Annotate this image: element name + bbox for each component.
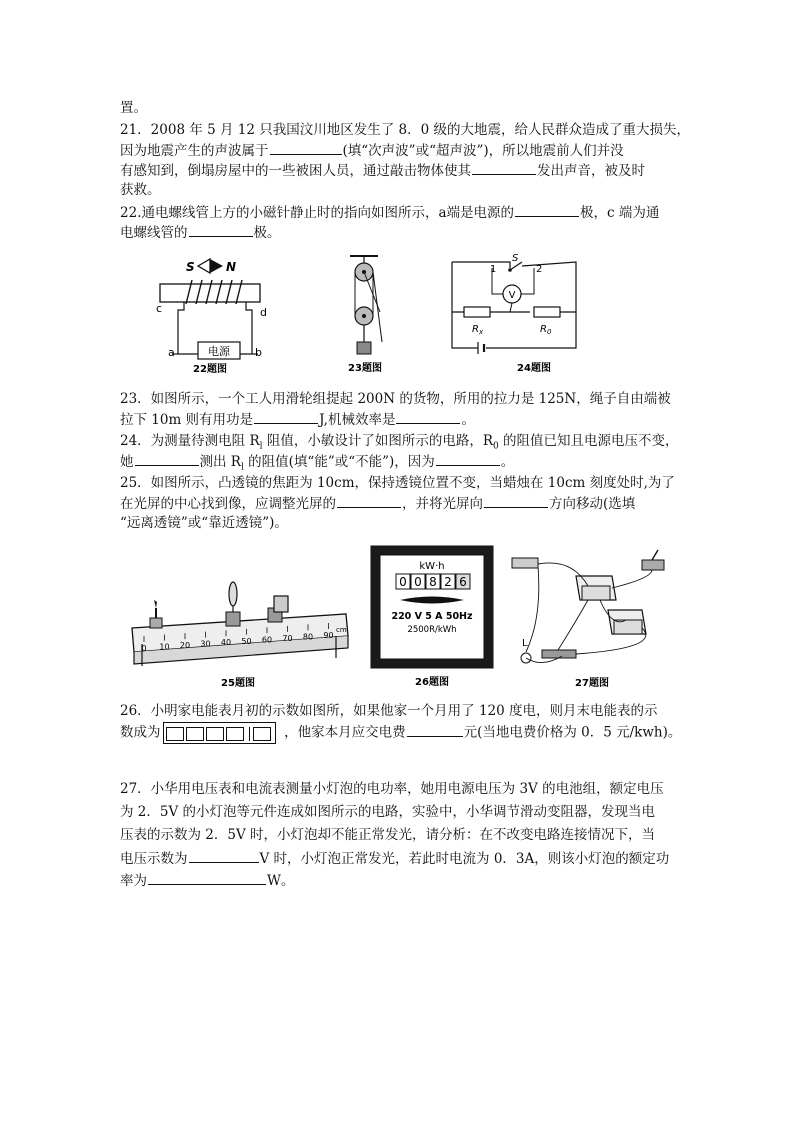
d-label: d [260,306,267,319]
meter-unit: kW·h [419,561,445,572]
r0-label: $R_0$ [540,324,552,336]
terminal-2-label: 2 [536,264,543,275]
figure-26-caption: 26题图 [415,677,449,688]
q21-line-4: 获救。 [120,182,161,198]
voltmeter-label: V [508,290,516,301]
figure-22-caption: 22题图 [193,364,227,375]
answer-blank [515,203,579,217]
answer-blank [254,410,318,424]
compass-n-label: N [226,260,237,274]
answer-blank [337,494,401,508]
b-label: b [255,346,262,359]
figure-22 [148,252,278,377]
q25-line-2: 在光屏的中心找到像，应调整光屏的 ，并将光屏向 方向移动(选填 [120,496,636,512]
compass-s-label: S [186,260,195,274]
answer-blank [135,452,199,466]
answer-blank [148,871,266,885]
figure-23-caption: 23题图 [348,363,382,374]
ruler-unit: cm [336,626,347,634]
q23-line-1: 23．如图所示，一个工人用滑轮组提起 200N 的货物，所用的拉力是 125N，绳子自由端被 [120,391,671,407]
ruler-tick-label: 20 [179,641,191,651]
figure-27-caption: 27题图 [575,678,609,689]
ruler-tick-label: 40 [220,638,232,648]
q25-line-1: 25．如图所示，凸透镜的焦距为 10cm，保持透镜位置不变，当蜡烛在 10cm 刻度处时,为了 [120,475,675,491]
meter-digit: 6 [459,575,467,589]
meter-digit: 0 [399,575,407,589]
figure-27 [502,548,680,690]
q26-line-1: 26．小明家电能表月初的示数如图所，如果他家一个月用了 120 度电，则月末电能表的示 [120,703,658,719]
ruler-tick-label: 60 [261,635,273,645]
answer-blank [407,723,463,737]
figure-26 [370,545,494,691]
q24-line-2: 她 测出 $R_l$ 的阻值(填“能”或“不能”)，因为 。 [120,454,515,473]
line-0: 置。 [120,100,147,116]
terminal-1-label: 1 [490,264,497,275]
q21-line-2: 因为地震产生的声波属于 (填“次声波”或“超声波”)，所以地震前人们并没 [120,143,624,159]
q22-line-2: 电螺线管的 极。 [120,225,281,241]
q27-line-4: 电压示数为 V 时，小灯泡正常发光，若此时电流为 0．3A，则该小灯泡的额定功 [120,851,670,867]
q27-line-5: 率为 W。 [120,873,295,889]
switch-s-label: S [512,253,519,264]
q21-line-3: 有感知到，倒塌房屋中的一些被困人员，通过敲击物体使其 发出声音，被及时 [120,163,645,179]
lamp-label: L [522,638,528,649]
meter-digit: 8 [429,575,437,589]
answer-blank [189,223,253,237]
meter-reading-boxes [163,722,276,744]
c-label: c [156,302,163,315]
meter-spec: 220 V 5 A 50Hz [391,611,473,622]
q24-line-1: 24．为测量待测电阻 $R_l$ 阻值，小敏设计了如图所示的电路，$R_0$ 的阻值已知且电源电压不变， [120,433,679,452]
q23-line-2: 拉下 10m 则有用功是 J,机械效率是 。 [120,412,475,428]
figure-25 [128,540,358,692]
rx-label: $R_x$ [472,324,484,336]
q22-line-1: 22.通电螺线管上方的小磁针静止时的指向如图所示，a端是电源的 极，c 端为通 [120,205,660,221]
a-label: a [168,346,175,359]
answer-blank [189,849,259,863]
meter-digit: 2 [444,575,452,589]
q27-line-3: 压表的示数为 2．5V 时，小灯泡却不能正常发光，请分析：在不改变电路连接情况下，当 [120,827,656,843]
q26-line-2: 数成为 ，他家本月应交电费 元(当地电费价格为 0．5 元/kwh)。 [120,722,681,744]
q27-line-1: 27．小华用电压表和电流表测量小灯泡的电功率，她用电源电压为 3V 的电池组，额定电压 [120,781,664,797]
answer-blank [484,494,548,508]
q25-line-3: “远离透镜”或“靠近透镜”)。 [120,515,288,531]
ruler-tick-label: 0 [141,644,147,653]
meter-digit: 0 [414,575,422,589]
figure-24 [448,252,580,377]
figure-24-caption: 24题图 [517,363,551,374]
q27-line-2: 为 2．5V 的小灯泡等元件连成如图所示的电路，实验中，小华调节滑动变阻器，发现当电 [120,804,656,820]
ruler-tick-label: 70 [282,633,293,643]
ruler-tick-label: 10 [159,642,170,652]
answer-blank [270,141,342,155]
ruler-tick-label: 30 [200,639,211,649]
figure-25-caption: 25题图 [221,678,255,689]
meter-rate: 2500R/kWh [407,625,457,635]
answer-blank [436,452,500,466]
ruler-tick-label: 80 [302,632,314,642]
ruler-tick-label: 90 [323,630,334,640]
q21-line-1: 21．2008 年 5 月 12 只我国汶川地区发生了 8．0 级的大地震，给人民群众造成了重大损失， [120,122,691,138]
figure-23 [340,252,390,377]
power-source-label: 电源 [208,345,230,358]
answer-blank [472,161,536,175]
answer-blank [396,410,460,424]
ruler-tick-label: 50 [241,636,252,646]
